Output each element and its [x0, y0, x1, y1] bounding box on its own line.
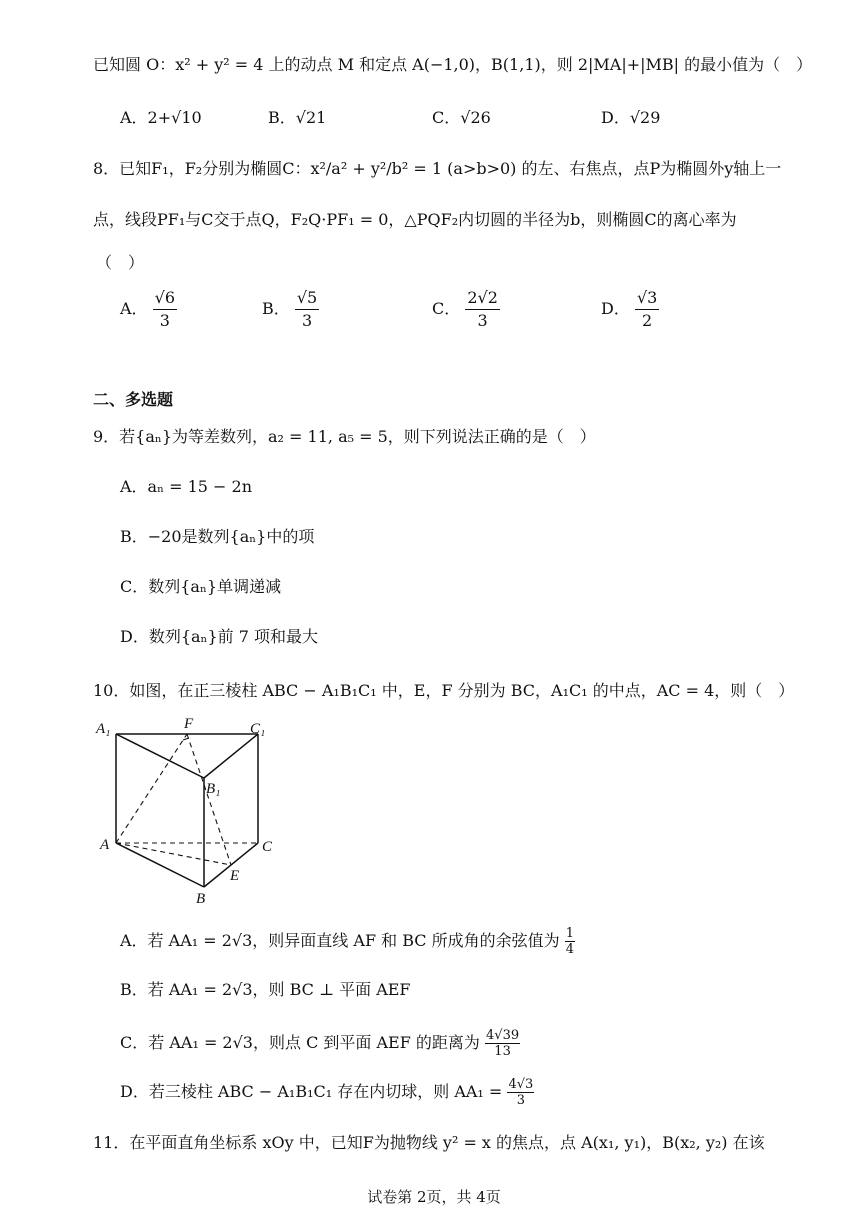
q10-option-c-num: 4√39	[486, 1028, 520, 1043]
q8-option-c-den: 3	[477, 311, 488, 330]
q10-option-d	[120, 1077, 534, 1108]
page-footer: 试卷第 2页，共 4页	[367, 1188, 501, 1206]
q10-option-c	[120, 1028, 520, 1059]
label-b1: B₁	[206, 781, 221, 797]
q9-option-d: D．数列{aₙ}前 7 项和最大	[120, 627, 319, 646]
q8-option-b-den: 3	[301, 311, 313, 330]
q8-option-b	[262, 287, 319, 332]
q10-option-c-den: 13	[494, 1044, 511, 1059]
label-f: F	[184, 716, 194, 732]
prism-figure	[80, 710, 300, 910]
q8-option-c-num: 2√2	[465, 287, 500, 310]
q8-stem-line2: 点，线段PF₁与C交于点Q，F₂Q·PF₁ = 0，△PQF₂内切圆的半径为b，则椭圆C的离心率为	[93, 210, 737, 229]
edge-ab	[116, 843, 204, 887]
q8-option-a-num: √6	[153, 287, 177, 310]
q9-stem: 9．若{aₙ}为等差数列，a₂ = 11, a₅ = 5，则下列说法正确的是（ ）	[93, 427, 596, 446]
q7-stem: 已知圆 O：x² + y² = 4 上的动点 M 和定点 A(−1,0)，B(1,1)，则 2|MA|+|MB| 的最小值为（ ）	[93, 55, 813, 74]
label-c: C	[262, 839, 273, 855]
q8-option-d-den: 2	[642, 311, 653, 330]
q10-option-d-text: D．若三棱柱 ABC − A₁B₁C₁ 存在内切球，则 AA₁ =	[120, 1082, 503, 1101]
q8-option-a-label: A．	[120, 299, 148, 318]
q10-option-d-den: 3	[516, 1093, 525, 1108]
q10-option-a	[120, 926, 575, 957]
q10-option-c-text: C．若 AA₁ = 2√3，则点 C 到平面 AEF 的距离为	[120, 1033, 480, 1052]
section-title: 二、多选题	[93, 390, 174, 409]
q8-option-a	[120, 287, 177, 332]
q7-option-c: C．√26	[432, 108, 491, 127]
segment-fe	[187, 734, 231, 865]
label-a1: A₁	[96, 721, 111, 737]
q10-option-a-num: 1	[565, 926, 574, 941]
q9-option-c: C．数列{aₙ}单调递减	[120, 577, 282, 596]
q8-option-b-num: √5	[295, 287, 319, 310]
q10-stem: 10．如图，在正三棱柱 ABC − A₁B₁C₁ 中，E，F 分别为 BC，A₁C₁ 的中点，AC = 4，则（ ）	[93, 681, 795, 700]
q8-option-b-label: B．	[262, 299, 290, 318]
q10-option-b: B．若 AA₁ = 2√3，则 BC ⊥ 平面 AEF	[120, 980, 411, 999]
tick-f	[183, 738, 189, 740]
q10-option-a-den: 4	[565, 942, 574, 957]
label-e: E	[230, 868, 240, 884]
edge-b1c1	[204, 734, 258, 778]
q8-option-d-num: √3	[635, 287, 659, 310]
label-a: A	[100, 837, 110, 853]
q10-option-d-num: 4√3	[508, 1077, 534, 1092]
segment-ae	[116, 843, 231, 865]
q7-option-a: A．2+√10	[120, 108, 202, 127]
q8-option-a-den: 3	[159, 311, 170, 330]
q7-option-d: D．√29	[601, 108, 661, 127]
q8-option-c	[432, 287, 500, 332]
q8-stem-line3: （ ）	[96, 253, 145, 272]
q10-option-a-text: A．若 AA₁ = 2√3，则异面直线 AF 和 BC 所成角的余弦值为	[120, 931, 560, 950]
q7-option-b: B．√21	[268, 108, 327, 127]
edge-a1b1	[116, 734, 204, 778]
q8-option-c-label: C．	[432, 299, 461, 318]
q8-stem-line1: 8．已知F₁，F₂分别为椭圆C：x²/a² + y²/b² = 1 (a>b>0) 的左、右焦点，点P为椭圆外y轴上一	[93, 159, 782, 178]
q8-option-d-label: D．	[601, 299, 630, 318]
segment-af	[116, 734, 187, 843]
q11-stem: 11．在平面直角坐标系 xOy 中，已知F为抛物线 y² = x 的焦点，点 A(x₁, y₁)，B(x₂, y₂) 在该	[93, 1133, 765, 1152]
label-c1: C₁	[250, 721, 266, 737]
label-b: B	[196, 891, 206, 907]
q9-option-b: B．−20是数列{aₙ}中的项	[120, 527, 315, 546]
q8-option-d	[601, 287, 659, 332]
q9-option-a: A．aₙ = 15 − 2n	[120, 477, 253, 496]
